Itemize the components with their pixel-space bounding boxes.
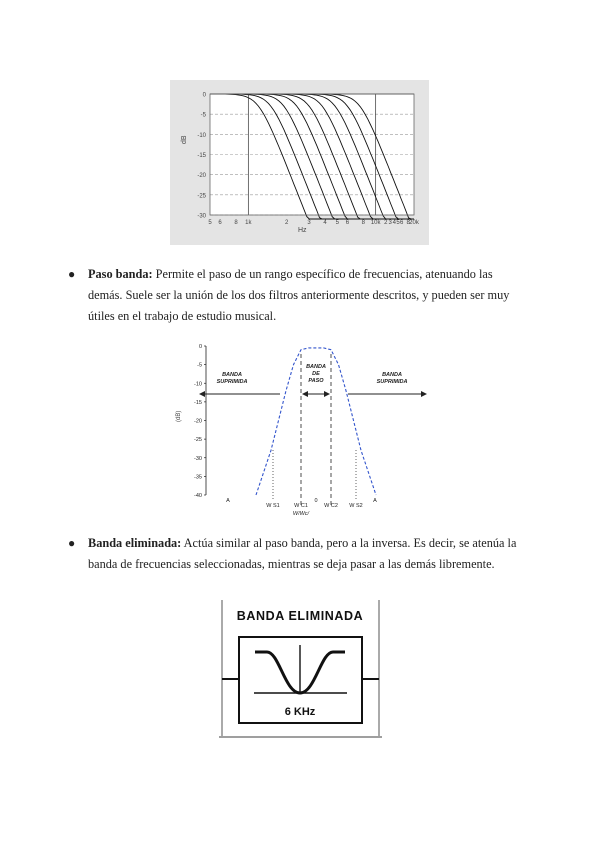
y-tick-label: -25: [194, 437, 202, 444]
x-tick-label: 5: [396, 220, 400, 226]
x-tick-label: 3: [388, 220, 392, 226]
paragraph-banda-eliminada: [68, 533, 528, 575]
y-tick-label: 0: [198, 344, 202, 350]
x-tick-label: 6: [218, 220, 222, 226]
term-paso-banda: Paso banda:: [88, 267, 153, 281]
bandpass-chart: [170, 340, 430, 518]
label-center-2: DE: [312, 371, 320, 377]
paragraph-paso-banda: [68, 264, 528, 327]
x-tick-label: 2: [284, 220, 289, 226]
x-tick-label: 1k: [245, 220, 252, 226]
y-tick-label: -5: [200, 112, 206, 119]
x-tick-label: 8: [234, 220, 238, 226]
label-right-2: SUPRIMIDA: [376, 379, 408, 385]
x-tick-label: 8: [361, 220, 365, 226]
x-caption: W/Wc/: [292, 511, 310, 517]
y-tick-label: -10: [197, 132, 206, 139]
symbol-title: BANDA ELIMINADA: [236, 609, 364, 623]
x-label-a-left: A: [226, 498, 230, 504]
x-tick-label: 6: [399, 220, 404, 226]
lowpass-chart: [170, 80, 429, 245]
y-axis-label: (dB): [176, 410, 182, 422]
y-axis-label: dB: [181, 135, 188, 144]
y-tick-label: -5: [197, 362, 202, 369]
x-tick-label: 10k: [370, 220, 381, 226]
label-center-1: BANDA: [306, 364, 326, 370]
y-tick-label: -25: [197, 193, 206, 200]
y-tick-label: -30: [194, 455, 202, 462]
lowpass-chart-figure: [170, 80, 429, 245]
label-left-2: SUPRIMIDA: [216, 379, 248, 385]
text-paso-banda: Permite el paso de un rango específico de frecuencias, atenuando las demás. Suele ser la unión de los dos filtros anteriormente descritos, y pueden ser muy útiles en el trabajo de estudio musical.: [88, 267, 510, 323]
frequency-label: 6 KHz: [284, 706, 316, 718]
y-tick-label: -40: [194, 493, 202, 499]
x-tick-label: 4: [323, 220, 327, 226]
x-tick-label: 2: [384, 220, 388, 226]
band-stop-symbol-figure: [219, 598, 382, 740]
x-tick-label: 8: [406, 220, 410, 226]
x-label-ws1: W S1: [266, 503, 280, 509]
x-axis-label: Hz: [298, 227, 307, 234]
x-label-ws2: W S2: [349, 503, 363, 509]
x-tick-label: 6: [345, 220, 350, 226]
bandpass-chart-figure: [170, 340, 430, 518]
x-tick-label: 4: [392, 220, 396, 226]
x-label-wc1: W C1: [294, 503, 308, 509]
bullet: ●: [68, 536, 76, 550]
x-label-wc2: W C2: [324, 503, 338, 509]
x-label-a-right: A: [373, 498, 377, 504]
text-banda-eliminada: Actúa similar al paso banda, pero a la inversa. Es decir, se atenúa la banda de frecuencias seleccionadas, mientras se deja pasar a las demás libremente.: [88, 536, 517, 571]
x-label-zero: 0: [314, 498, 318, 504]
bullet: ●: [68, 267, 76, 281]
y-tick-label: -30: [197, 213, 206, 220]
label-center-3: PASO: [308, 378, 324, 384]
y-tick-label: -10: [194, 381, 202, 388]
x-tick-label: 20k: [409, 220, 419, 226]
x-tick-label: 5: [335, 220, 340, 226]
y-tick-label: 0: [202, 92, 206, 99]
term-banda-eliminada: Banda eliminada:: [88, 536, 182, 550]
y-tick-label: -20: [194, 418, 202, 425]
y-tick-label: -15: [194, 399, 202, 406]
label-left-1: BANDA: [222, 372, 242, 378]
y-tick-label: -15: [197, 153, 206, 159]
y-tick-label: -35: [194, 474, 202, 481]
band-stop-symbol: [219, 598, 382, 740]
x-tick-label: 3: [307, 220, 311, 226]
x-tick-label: 5: [208, 220, 212, 226]
label-right-1: BANDA: [382, 372, 402, 378]
y-tick-label: -20: [197, 173, 206, 180]
